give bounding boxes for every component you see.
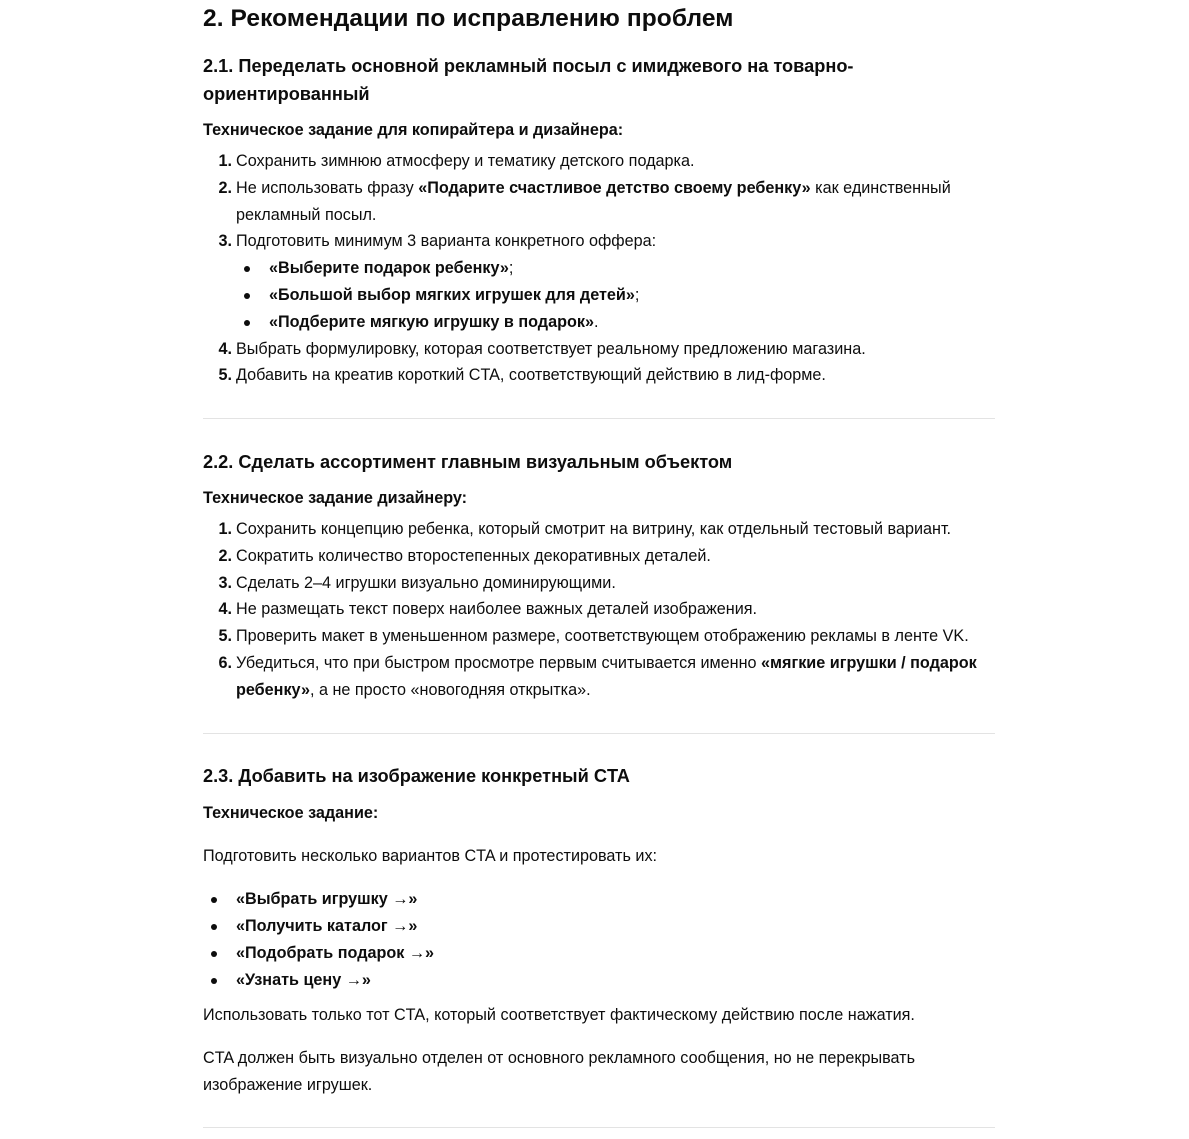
task-label-2-1: Техническое задание для копирайтера и дизайнера: [203,121,624,139]
cta-note-2 [203,1045,915,1099]
sub-list-item-post: . [593,313,599,331]
divider [203,418,995,419]
bullet-icon [211,978,217,984]
subsection-title-line-2: ориентированный [203,84,370,104]
task-label-2-3: Техническое задание: [203,804,379,822]
subsection-title-2-3: 2.3. Добавить на изображение конкретный CTA [203,766,630,786]
sub-list-item-bold: «Большой выбор мягких игрушек для детей» [269,286,635,304]
list-item-text: Сохранить зимнюю атмосферу и тематику детского подарка. [236,152,695,170]
list-item [218,596,996,623]
list-item [218,175,996,229]
cta-bullet-item [236,913,996,940]
list-number: 1. [218,152,232,170]
list-item-text-pre: Убедиться, что при быстром просмотре первым считывается именно [236,654,762,672]
list-item-text-post: как единственный [810,179,951,197]
list-number: 6. [218,654,232,672]
cta-bullet-item [236,967,996,994]
list-item-text: Выбрать формулировку, которая соответствует реальному предложению магазина. [236,340,866,358]
list-item [218,362,996,389]
list-item-text: Сделать 2–4 игрушки визуально доминирующими. [236,574,616,592]
list-item-text-bold-line-2: ребенку» [236,681,310,699]
divider [203,1127,995,1128]
list-number: 3. [218,574,232,592]
subsection-title-line-1: 2.1. Переделать основной рекламный посыл с имиджевого на товарно- [203,56,854,76]
list-item [218,148,996,175]
cta-bullet-item [236,940,996,967]
list-item [218,228,996,255]
sub-list-item-post: ; [508,259,514,277]
cta-option: «Узнать цену →» [236,971,371,989]
cta-bullet-item [236,886,996,913]
list-item-text: Подготовить минимум 3 варианта конкретного оффера: [236,232,657,250]
list-item-text: Проверить макет в уменьшенном размере, соответствующем отображению рекламы в ленте VK. [236,627,969,645]
cta-option: «Получить каталог →» [236,917,418,935]
list-item-text-pre: Не использовать фразу [236,179,419,197]
bullet-icon [211,924,217,930]
cta-option: «Выбрать игрушку →» [236,890,418,908]
bullet-icon [244,266,250,272]
list-item [218,650,996,704]
list-item [218,570,996,597]
list-item [218,336,996,363]
bullet-icon [211,951,217,957]
list-item-text: Добавить на креатив короткий CTA, соответствующий действию в лид-форме. [236,366,826,384]
list-number: 4. [218,340,232,358]
sub-list-item [269,282,1029,309]
sub-list-item [269,255,1029,282]
bullet-icon [211,897,217,903]
list-number: 2. [218,179,232,197]
sub-list-item [269,309,1029,336]
section-title: 2. Рекомендации по исправлению проблем [203,5,734,32]
list-item [218,623,996,650]
sub-list-item-post: ; [634,286,640,304]
bullet-icon [244,293,250,299]
list-number: 3. [218,232,232,250]
sub-list-item-bold: «Выберите подарок ребенку» [269,259,509,277]
list-item-text: Сохранить концепцию ребенка, который смотрит на витрину, как отдельный тестовый вариант. [236,520,952,538]
cta-note-2-line-1: CTA должен быть визуально отделен от основного рекламного сообщения, но не перекрывать [203,1049,916,1067]
list-number: 4. [218,600,232,618]
cta-note-1: Использовать только тот CTA, который соответствует фактическому действию после нажатия. [203,1006,915,1024]
list-number: 5. [218,627,232,645]
list-item-text: Не размещать текст поверх наиболее важных деталей изображения. [236,600,758,618]
cta-note-2-line-2: изображение игрушек. [203,1076,373,1094]
list-item-text: Сократить количество второстепенных декоративных деталей. [236,547,711,565]
list-item-text-post: , а не просто «новогодняя открытка». [309,681,591,699]
list-item [218,516,996,543]
bullet-icon [244,320,250,326]
subsection-title-2-2: 2.2. Сделать ассортимент главным визуальным объектом [203,452,733,472]
list-item-text-bold: «мягкие игрушки / подарок [761,654,977,672]
sub-list-item-bold: «Подберите мягкую игрушку в подарок» [269,313,594,331]
cta-intro: Подготовить несколько вариантов CTA и протестировать их: [203,847,658,865]
list-number: 2. [218,547,232,565]
list-item-text-bold: «Подарите счастливое детство своему ребенку» [418,179,811,197]
list-number: 1. [218,520,232,538]
list-item-text-line-2: рекламный посыл. [236,206,377,224]
divider [203,733,995,734]
list-item [218,543,996,570]
task-label-2-2: Техническое задание дизайнеру: [203,489,468,507]
subsection-title-2-1 [203,52,903,108]
cta-option: «Подобрать подарок →» [236,944,435,962]
list-number: 5. [218,366,232,384]
